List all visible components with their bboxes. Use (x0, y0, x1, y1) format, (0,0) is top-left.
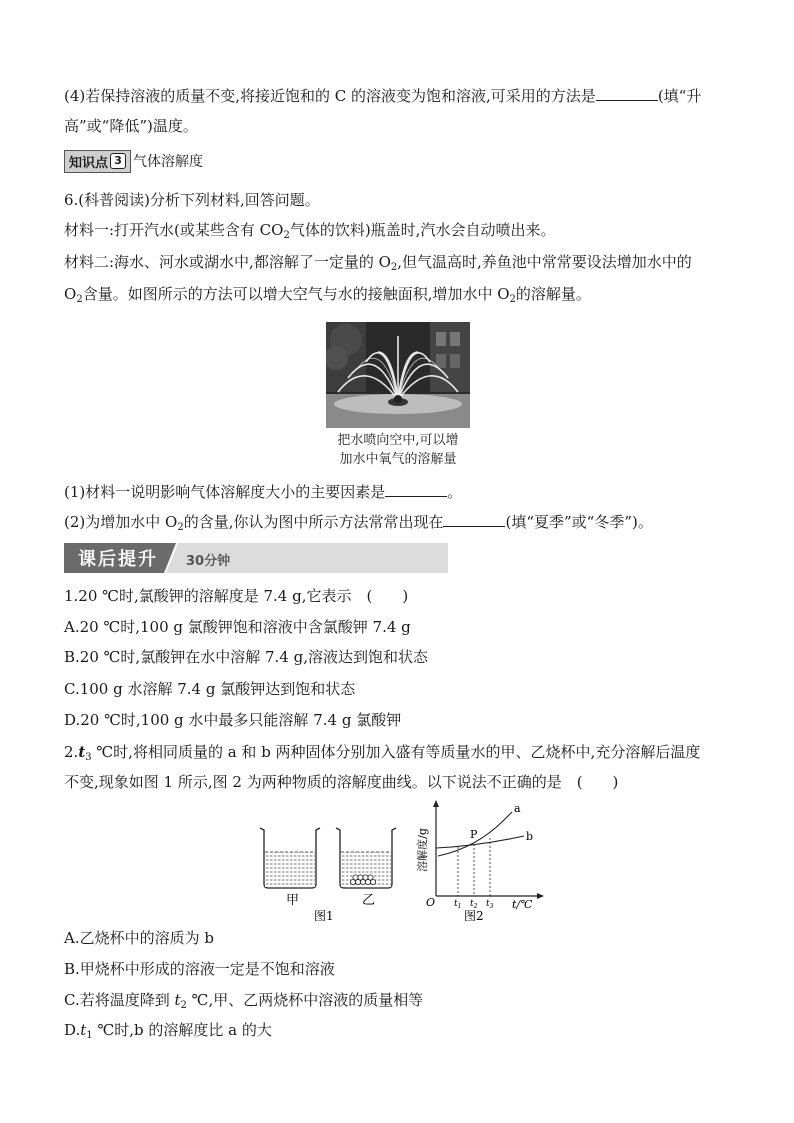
origin-label: O (426, 896, 436, 909)
figure-1-beakers (250, 798, 400, 922)
x-axis-label: t/℃ (512, 898, 533, 911)
undissolved-solid (350, 875, 375, 885)
fountain-illustration (326, 322, 470, 428)
photo-caption-line1: 把水喷向空中,可以增 (337, 433, 459, 448)
q1-option-c[interactable]: C.100 g 水溶解 7.4 g 氯酸钾达到饱和状态 (64, 680, 356, 698)
q2-option-c[interactable]: C.若将温度降到 $t_2$ ℃,甲、乙两烧杯中溶液的质量相等 (64, 991, 424, 1011)
q1-option-d[interactable]: D.20 ℃时,100 g 水中最多只能溶解 7.4 g 氯酸钾 (64, 711, 402, 729)
q4-line1: (4)若保持溶液的质量不变,将接近饱和的 C 的溶液变为饱和溶液,可采用的方法是 (填“升 (64, 87, 702, 105)
curve-b-label: b (526, 830, 534, 843)
q4-answer-blank[interactable] (596, 86, 658, 101)
beaker-label-jia: 甲 (286, 893, 300, 908)
q1-option-a[interactable]: A.20 ℃时,100 g 氯酸钾饱和溶液中含氯酸钾 7.4 g (64, 618, 411, 636)
q1-option-b[interactable]: B.20 ℃时,氯酸钾在水中溶解 7.4 g,溶液达到饱和状态 (64, 648, 428, 666)
q2-stem-line2: 不变,现象如图 1 所示,图 2 为两种物质的溶解度曲线。以下说法不正确的是 ( ) (64, 773, 619, 791)
figure-2-solubility-chart (408, 798, 548, 922)
figure-1-caption: 图1 (314, 909, 334, 922)
q6-material2-line1: 材料二:海水、河水或湖水中,都溶解了一定量的 $O_2$,但气温高时,养鱼池中常常要设法增加水中的 (64, 253, 692, 273)
q6-sub1: (1)材料一说明影响气体溶解度大小的主要因素是 。 (64, 483, 463, 501)
q6-sub2: (2)为增加水中 $O_2$的含量,你认为图中所示方法常常出现在 (填“夏季”或“冬季”)。 (64, 513, 653, 533)
intersection-label: P (470, 828, 478, 841)
tick-t1: $t_1$ (454, 899, 462, 910)
section-time: 30分钟 (186, 554, 231, 569)
beaker-yi (336, 828, 396, 888)
q6-material2-line2: $O_2$含量。如图所示的方法可以增大空气与水的接触面积,增加水中 $O_2$的溶解量。 (64, 285, 591, 305)
photo-caption-line2: 加水中氧气的溶解量 (339, 452, 457, 467)
beaker-label-yi: 乙 (362, 893, 376, 908)
q6-sub1-blank[interactable] (385, 482, 447, 497)
q2-option-a[interactable]: A.乙烧杯中的溶质为 b (64, 929, 214, 947)
knowledge-point-title: 气体溶解度 (133, 154, 204, 170)
q1-stem: 1.20 ℃时,氯酸钾的溶解度是 7.4 g,它表示 ( ) (64, 587, 409, 605)
q2-stem-line1: $2.t_3$ ℃时,将相同质量的 a 和 b 两种固体分别加入盛有等质量水的甲、乙烧杯中,充分溶解后温度 (64, 743, 701, 763)
fountain-photo (326, 322, 470, 428)
knowledge-point-header (64, 150, 203, 172)
curve-a-label: a (514, 802, 521, 815)
q6-material1: 材料一:打开汽水(或某些含有 $CO_2$气体的饮料)瓶盖时,汽水会自动喷出来。 (64, 221, 556, 241)
y-axis-label: 溶解度/g (416, 828, 429, 872)
q2-option-d[interactable]: $D.t_1$ ℃时,b 的溶解度比 a 的大 (64, 1021, 272, 1041)
q4-line2: 高”或“降低”)温度。 (64, 117, 198, 135)
curve-b (436, 836, 524, 848)
q2-option-b[interactable]: B.甲烧杯中形成的溶液一定是不饱和溶液 (64, 960, 335, 978)
tick-t2: $t_2$ (470, 899, 478, 910)
figure-2-caption: 图2 (464, 909, 484, 922)
q6-stem: 6.(科普阅读)分析下列材料,回答问题。 (64, 191, 320, 209)
knowledge-point-badge: 知识点 3 (64, 150, 131, 173)
q6-sub2-blank[interactable] (443, 512, 505, 527)
beaker-jia (260, 828, 320, 888)
tick-t3: $t_3$ (486, 899, 494, 910)
section-title: 课后提升 (78, 549, 158, 570)
